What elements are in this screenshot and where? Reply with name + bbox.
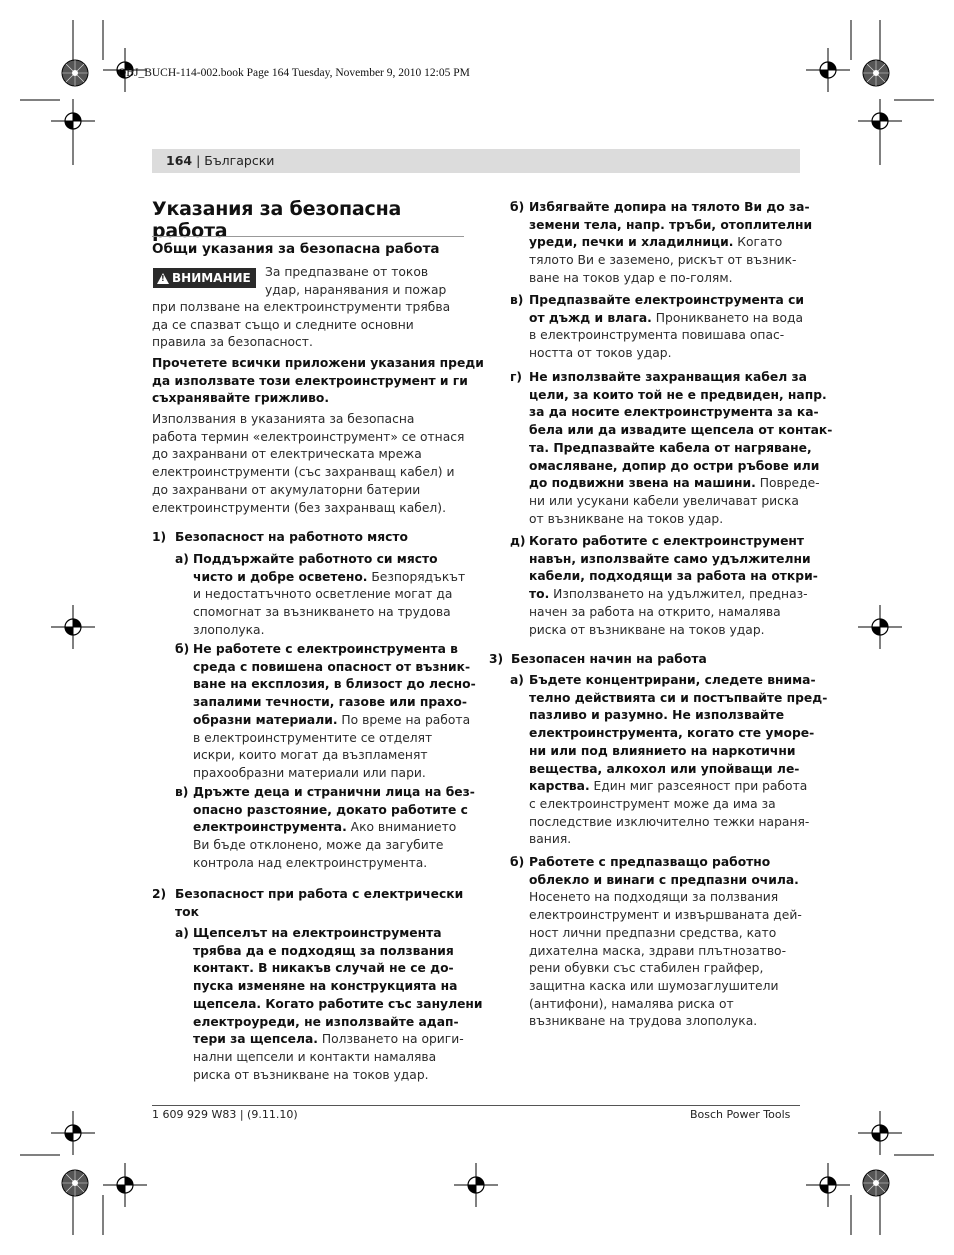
- safety-item-segment: до подвижни звена на машини.: [529, 476, 756, 491]
- safety-item-segment: щепсела. Когато работите със занулени: [193, 996, 483, 1011]
- safety-item-segment: Един миг разсеяност при работа: [589, 779, 808, 794]
- safety-item-segment: Използването на удължител, предназ-: [549, 587, 808, 602]
- safety-item-segment: Щепселът на електроинструмента: [193, 926, 442, 940]
- safety-item-segment: ност лични предпазни средства, като: [529, 925, 777, 940]
- safety-item-segment: начен за работа на открито, намалява: [529, 604, 781, 619]
- safety-item-segment: Не работете с електроинструмента в: [193, 642, 458, 656]
- safety-item-segment: възникване на трудова злополука.: [529, 1014, 758, 1029]
- read-instructions: [152, 373, 468, 391]
- safety-item: [193, 784, 475, 802]
- safety-item: [529, 440, 812, 458]
- header-separator: |: [192, 153, 205, 168]
- safety-item-segment: опасно разстояние, докато работите с: [193, 802, 468, 817]
- term-definition: [152, 464, 455, 482]
- safety-item: [529, 369, 807, 387]
- read-instructions: [152, 390, 329, 408]
- term-definition-segment: Използвания в указанията за безопасна: [152, 412, 415, 426]
- section-number: 2): [152, 887, 167, 901]
- safety-item-segment: за да носите електроинструмента за ка-: [529, 405, 819, 420]
- safety-item: [529, 422, 832, 440]
- print-job-line: OBJ_BUCH-114-002.book Page 164 Tuesday, November 9, 2010 12:05 PM: [118, 67, 470, 79]
- safety-item-segment: и недостатъчното осветление могат да: [193, 587, 453, 602]
- safety-item: [193, 747, 428, 765]
- safety-item-segment: ността от токов удар.: [529, 346, 672, 361]
- safety-item: [193, 730, 432, 748]
- header-language: Български: [204, 153, 275, 168]
- safety-item-segment: злополука.: [193, 622, 265, 637]
- safety-item-segment: Проникването на вода: [651, 310, 804, 325]
- item-marker: г): [510, 370, 523, 384]
- safety-item-segment: искри, които могат да възпламенят: [193, 748, 428, 763]
- section-heading: Безопасност на работното място: [175, 530, 408, 544]
- safety-item-segment: Ви бъде отклонено, може да загубите: [193, 838, 444, 853]
- safety-item-segment: Предпазвайте електроинструмента си: [529, 293, 805, 307]
- safety-item-segment: та. Предпазвайте кабела от нагряване,: [529, 440, 812, 455]
- intro-text-segment: За предпазване от токов: [265, 265, 429, 279]
- intro-text: [265, 282, 446, 300]
- safety-item-segment: навън, използвайте само удължителни: [529, 551, 811, 566]
- safety-item: [193, 659, 470, 677]
- safety-item: [529, 872, 799, 890]
- safety-item-segment: По време на работа: [337, 712, 471, 727]
- safety-item: [193, 641, 458, 659]
- section-heading-segment: Безопасност при работа с електрически: [175, 887, 464, 901]
- safety-item-segment: контакт. В никакъв случай не се до-: [193, 961, 454, 976]
- safety-item-segment: дихателна маска, здрави плътнозатво-: [529, 943, 787, 958]
- item-marker: в): [175, 785, 189, 799]
- safety-item-segment: защитна каска или шумозаглушители: [529, 978, 779, 993]
- section-heading: Безопасен начин на работа: [511, 652, 707, 666]
- safety-item: [529, 796, 776, 814]
- safety-item-segment: земени тела, напр. тръби, отоплителни: [529, 217, 813, 232]
- safety-item-segment: пазливо и разумно. Не използвайте: [529, 708, 785, 723]
- safety-item: [193, 622, 265, 640]
- safety-item: [193, 978, 457, 996]
- safety-item-segment: запалими течности, газове или прахо-: [193, 695, 467, 710]
- safety-item-segment: Поддържайте работното си място: [193, 552, 438, 566]
- safety-item: [529, 978, 778, 996]
- intro-text-segment: да се спазват също и следните основни: [152, 317, 414, 332]
- term-definition: [152, 429, 464, 447]
- safety-item-segment: от възникване на токов удар.: [529, 511, 724, 526]
- safety-item: [529, 960, 763, 978]
- page-header: [166, 153, 274, 168]
- warning-triangle-icon: [157, 273, 169, 284]
- safety-item-segment: карства.: [529, 779, 590, 794]
- footer-doc-number: 1 609 929 W83 | (9.11.10): [152, 1108, 298, 1121]
- page-title: Указания за безопасна работа: [152, 198, 402, 242]
- safety-item-segment: вещества, алкохол или упойващи ле-: [529, 761, 800, 776]
- safety-item: [529, 586, 808, 604]
- safety-item: [193, 1067, 429, 1085]
- safety-item: [193, 586, 452, 604]
- item-marker: б): [510, 855, 525, 869]
- safety-item-segment: чисто и добре осветено.: [193, 569, 368, 584]
- safety-item-segment: Бъдете концентрирани, следете внима-: [529, 673, 816, 687]
- safety-item-segment: с електроинструмент може да има за: [529, 796, 776, 811]
- safety-item: [529, 404, 819, 422]
- term-definition: [152, 446, 422, 464]
- safety-item-segment: образни материали.: [193, 712, 338, 727]
- section-heading: [175, 886, 463, 904]
- safety-item: [529, 814, 809, 832]
- section-title: Общи указания за безопасна работа: [152, 241, 440, 257]
- safety-item: [529, 292, 804, 310]
- term-definition: [152, 500, 446, 518]
- term-definition-segment: до захранвани от акумулаторни батерии: [152, 482, 421, 497]
- safety-item: [529, 511, 723, 529]
- footer-brand: Bosch Power Tools: [690, 1108, 791, 1121]
- safety-item: [193, 1014, 459, 1032]
- warning-badge: [153, 268, 256, 288]
- safety-item: [193, 960, 454, 978]
- safety-item: [529, 854, 770, 872]
- safety-item: [193, 1049, 436, 1067]
- intro-text: [152, 299, 450, 317]
- safety-item-segment: контрола над електроинструмента.: [193, 855, 428, 870]
- page-header-bar: [152, 149, 800, 173]
- intro-text-segment: правила за безопасност.: [152, 335, 313, 350]
- safety-item: [193, 1031, 464, 1049]
- safety-item: [193, 925, 442, 943]
- section-number: 3): [489, 652, 504, 666]
- safety-item-segment: уреди, печки и хладилници.: [529, 235, 734, 250]
- safety-item-segment: среда с повишена опасност от възник-: [193, 659, 471, 674]
- term-definition-segment: до захранвани от електрическата мрежа: [152, 447, 422, 462]
- safety-item: [193, 765, 426, 783]
- safety-item-segment: пуска изменяне на конструкцията на: [193, 979, 458, 994]
- safety-item-segment: в електроинструментите се отделят: [193, 730, 433, 745]
- safety-item-segment: последствие изключително тежки нараня-: [529, 814, 810, 829]
- safety-item: [193, 996, 483, 1014]
- safety-item: [529, 889, 778, 907]
- safety-item: [193, 694, 467, 712]
- safety-item-segment: от дъжд и влага.: [529, 310, 652, 325]
- safety-item: [529, 604, 781, 622]
- safety-item: [529, 252, 796, 270]
- title-divider: [152, 236, 464, 237]
- safety-item: [529, 199, 810, 217]
- intro-text-segment: при ползване на електроинструменти трябва: [152, 300, 451, 314]
- safety-item-segment: (антифони), намалява риска от: [529, 996, 734, 1011]
- item-marker: б): [175, 642, 190, 656]
- warning-label: ВНИМАНИЕ: [172, 271, 251, 285]
- safety-item-segment: тялото Ви е заземено, рискът от възник-: [529, 253, 797, 268]
- safety-item: [193, 837, 443, 855]
- safety-item-segment: Ползването на ориги-: [317, 1032, 464, 1047]
- safety-item-segment: Дръжте деца и странични лица на без-: [193, 785, 475, 799]
- safety-item-segment: Когато: [733, 235, 783, 250]
- safety-item-segment: Избягвайте допира на тялото Ви до за-: [529, 200, 810, 214]
- safety-item-segment: ване на токов удар е по-голям.: [529, 270, 733, 285]
- safety-item: [529, 622, 765, 640]
- safety-item: [529, 925, 776, 943]
- safety-item-segment: Не използвайте захранващия кабел за: [529, 370, 807, 384]
- safety-item: [529, 234, 782, 252]
- safety-item-segment: спомогнат за възникването на трудова: [193, 605, 451, 620]
- section-heading-segment: ток: [175, 905, 199, 919]
- safety-item-segment: нални щепсели и контакти намалява: [193, 1049, 437, 1064]
- safety-item: [529, 217, 812, 235]
- safety-item: [529, 310, 803, 328]
- term-definition-segment: електроинструменти (със захранващ кабел) и: [152, 465, 455, 480]
- safety-item: [529, 690, 827, 708]
- safety-item-segment: Работете с предпазващо работно: [529, 855, 771, 869]
- safety-item: [529, 387, 827, 405]
- safety-item-segment: омасляване, допир до остри ръбове или: [529, 458, 820, 473]
- item-marker: в): [510, 293, 524, 307]
- safety-item: [529, 672, 816, 690]
- safety-item-segment: риска от възникване на токов удар.: [193, 1067, 429, 1082]
- safety-item: [193, 676, 476, 694]
- safety-item: [529, 707, 784, 725]
- safety-item-segment: риска от възникване на токов удар.: [529, 622, 765, 637]
- safety-item: [529, 327, 784, 345]
- item-marker: б): [510, 200, 525, 214]
- safety-item-segment: в електроинструмента повишава опас-: [529, 328, 785, 343]
- safety-item-segment: телно действията си и постъпвайте пред-: [529, 690, 828, 705]
- intro-text-segment: удар, наранявания и пожар: [265, 283, 447, 297]
- read-instructions-segment: да използвате този електроинструмент и ги: [152, 373, 468, 388]
- safety-item: [529, 551, 811, 569]
- safety-item-segment: трябва да е подходящ за ползвания: [193, 943, 454, 958]
- section-heading: [175, 904, 199, 922]
- safety-item-segment: електроинструмента.: [193, 820, 347, 835]
- safety-item: [529, 907, 802, 925]
- safety-item: [193, 819, 456, 837]
- safety-item-segment: електроинструмент и извършваната дей-: [529, 908, 802, 923]
- safety-item-segment: ни или под влиянието на наркотични: [529, 743, 796, 758]
- safety-item-segment: цели, за които той не е предвиден, напр.: [529, 387, 827, 402]
- safety-item: [193, 712, 470, 730]
- safety-item: [529, 458, 819, 476]
- safety-item: [193, 569, 465, 587]
- page-number: 164: [166, 153, 193, 168]
- term-definition-segment: работа термин «електроинструмент» се отнася: [152, 429, 465, 444]
- safety-item: [529, 743, 795, 761]
- safety-item: [193, 943, 454, 961]
- safety-item: [529, 493, 799, 511]
- safety-item-segment: вания.: [529, 832, 572, 847]
- safety-item-segment: електроуреди, не използвайте адап-: [193, 1014, 459, 1029]
- safety-item: [193, 551, 438, 569]
- safety-item-segment: кабели, подходящи за работа на откри-: [529, 569, 818, 584]
- item-marker: а): [510, 673, 524, 687]
- safety-item: [529, 345, 672, 363]
- safety-item-segment: електроинструмента, когато сте уморе-: [529, 726, 815, 741]
- item-marker: а): [175, 552, 189, 566]
- safety-item: [529, 1013, 757, 1031]
- safety-item: [529, 270, 733, 288]
- section-number: 1): [152, 530, 167, 544]
- safety-item-segment: Когато работите с електроинструмент: [529, 534, 805, 548]
- footer-divider: [152, 1105, 800, 1106]
- read-instructions-segment: Прочетете всички приложени указания преди: [152, 356, 484, 370]
- safety-item: [193, 802, 468, 820]
- safety-item-segment: ни или усукани кабели увеличават риска: [529, 493, 799, 508]
- safety-item: [529, 943, 786, 961]
- safety-item-segment: прахообразни материали или пари.: [193, 765, 426, 780]
- intro-text: [152, 317, 414, 335]
- safety-item: [529, 475, 820, 493]
- safety-item: [193, 855, 427, 873]
- safety-item-segment: бела или да извадите щепсела от контак-: [529, 423, 833, 438]
- item-marker: а): [175, 926, 189, 940]
- safety-item-segment: Ако вниманието: [346, 820, 457, 835]
- safety-item-segment: рени обувки със стабилен грайфер,: [529, 961, 764, 976]
- safety-item-segment: Безпорядъкът: [367, 569, 466, 584]
- intro-text: [265, 264, 428, 282]
- read-instructions: [152, 355, 484, 373]
- safety-item-segment: то.: [529, 587, 550, 602]
- safety-item: [529, 778, 807, 796]
- safety-item: [529, 568, 818, 586]
- intro-text: [152, 334, 313, 352]
- term-definition: [152, 411, 414, 429]
- read-instructions-segment: съхранявайте грижливо.: [152, 391, 330, 406]
- item-marker: д): [510, 534, 526, 548]
- term-definition-segment: електроинструменти (без захранващ кабел).: [152, 500, 446, 515]
- safety-item-segment: Повреде-: [755, 476, 820, 491]
- safety-item: [529, 761, 799, 779]
- safety-item: [529, 725, 814, 743]
- term-definition: [152, 482, 420, 500]
- safety-item-segment: облекло и винаги с предпазни очила.: [529, 872, 799, 887]
- safety-item: [193, 604, 451, 622]
- safety-item: [529, 831, 571, 849]
- safety-item: [529, 533, 804, 551]
- safety-item: [529, 996, 734, 1014]
- safety-item-segment: Носенето на подходящи за ползвания: [529, 890, 779, 905]
- safety-item-segment: тери за щепсела.: [193, 1032, 318, 1047]
- safety-item-segment: ване на експлозия, в близост до лесно-: [193, 677, 476, 692]
